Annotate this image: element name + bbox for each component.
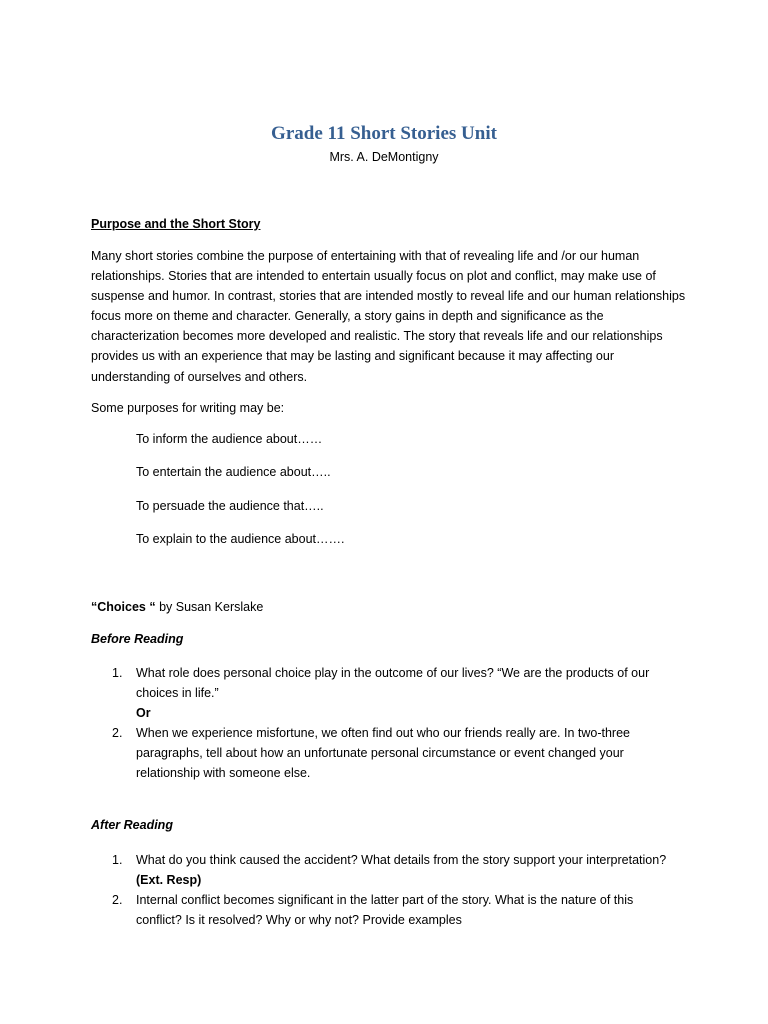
section-heading-purpose: Purpose and the Short Story	[91, 217, 261, 231]
list-item-text: What role does personal choice play in the outcome of our lives? “We are the products of our choices in life.”	[136, 666, 650, 701]
list-item-number: 1.	[112, 853, 123, 867]
paragraph-body: Stories that are intended to entertain usually focus on plot and conflict, may make use of suspense and humor. In contrast, stories that are intended mostly to reveal life and our human relationships focus more on theme and character. Generally, a story gains in depth and significance as the characterization becomes more developed and realistic. The story that reveals life and our relationships provides us with an experience that may be lasting and significant because it may affecting our understanding of ourselves and others.	[91, 269, 686, 384]
list-item-number: 1.	[112, 666, 123, 680]
purpose-item-inform: To inform the audience about……	[136, 432, 323, 446]
list-item-text: What do you think caused the accident? What details from the story support your interpretation?	[136, 853, 667, 867]
purposes-lead: Some purposes for writing may be:	[91, 401, 285, 415]
after-reading-heading: After Reading	[91, 818, 173, 832]
purpose-paragraph	[91, 246, 691, 387]
story-title: “Choices “	[91, 600, 156, 614]
list-item-number: 2.	[112, 893, 123, 908]
list-item	[0, 850, 768, 890]
response-type-tag: (Ext. Resp)	[136, 873, 202, 888]
list-item-number: 2.	[112, 726, 123, 741]
list-item	[0, 890, 768, 930]
author-name: Mrs. A. DeMontigny	[329, 150, 439, 164]
purpose-item-persuade: To persuade the audience that…..	[136, 499, 324, 513]
story-byline: by Susan Kerslake	[155, 600, 264, 614]
list-item-text-wrap	[136, 850, 676, 890]
after-reading-list	[0, 850, 768, 930]
or-connector: Or	[136, 706, 151, 721]
before-reading-list	[0, 663, 768, 784]
list-item-text: Internal conflict becomes significant in the latter part of the story. What is the nature of this conflict? Is it resolved? Why or why not? Provide examples	[136, 893, 634, 928]
list-item	[0, 723, 768, 783]
list-item-text: When we experience misfortune, we often find out who our friends really are. In two-three paragraphs, tell about how an unfortunate personal circumstance or event changed your relationship with someone else.	[136, 726, 631, 781]
list-item	[0, 663, 768, 703]
purpose-item-explain: To explain to the audience about…….	[136, 532, 345, 546]
purpose-item-entertain: To entertain the audience about…..	[136, 465, 331, 479]
paragraph-lead-sentence: Many short stories combine the purpose of entertaining with that of revealing life and /or our human relationships.	[91, 249, 640, 284]
story-title-line	[91, 597, 263, 617]
page-title: Grade 11 Short Stories Unit	[271, 123, 497, 144]
before-reading-heading: Before Reading	[91, 632, 184, 646]
